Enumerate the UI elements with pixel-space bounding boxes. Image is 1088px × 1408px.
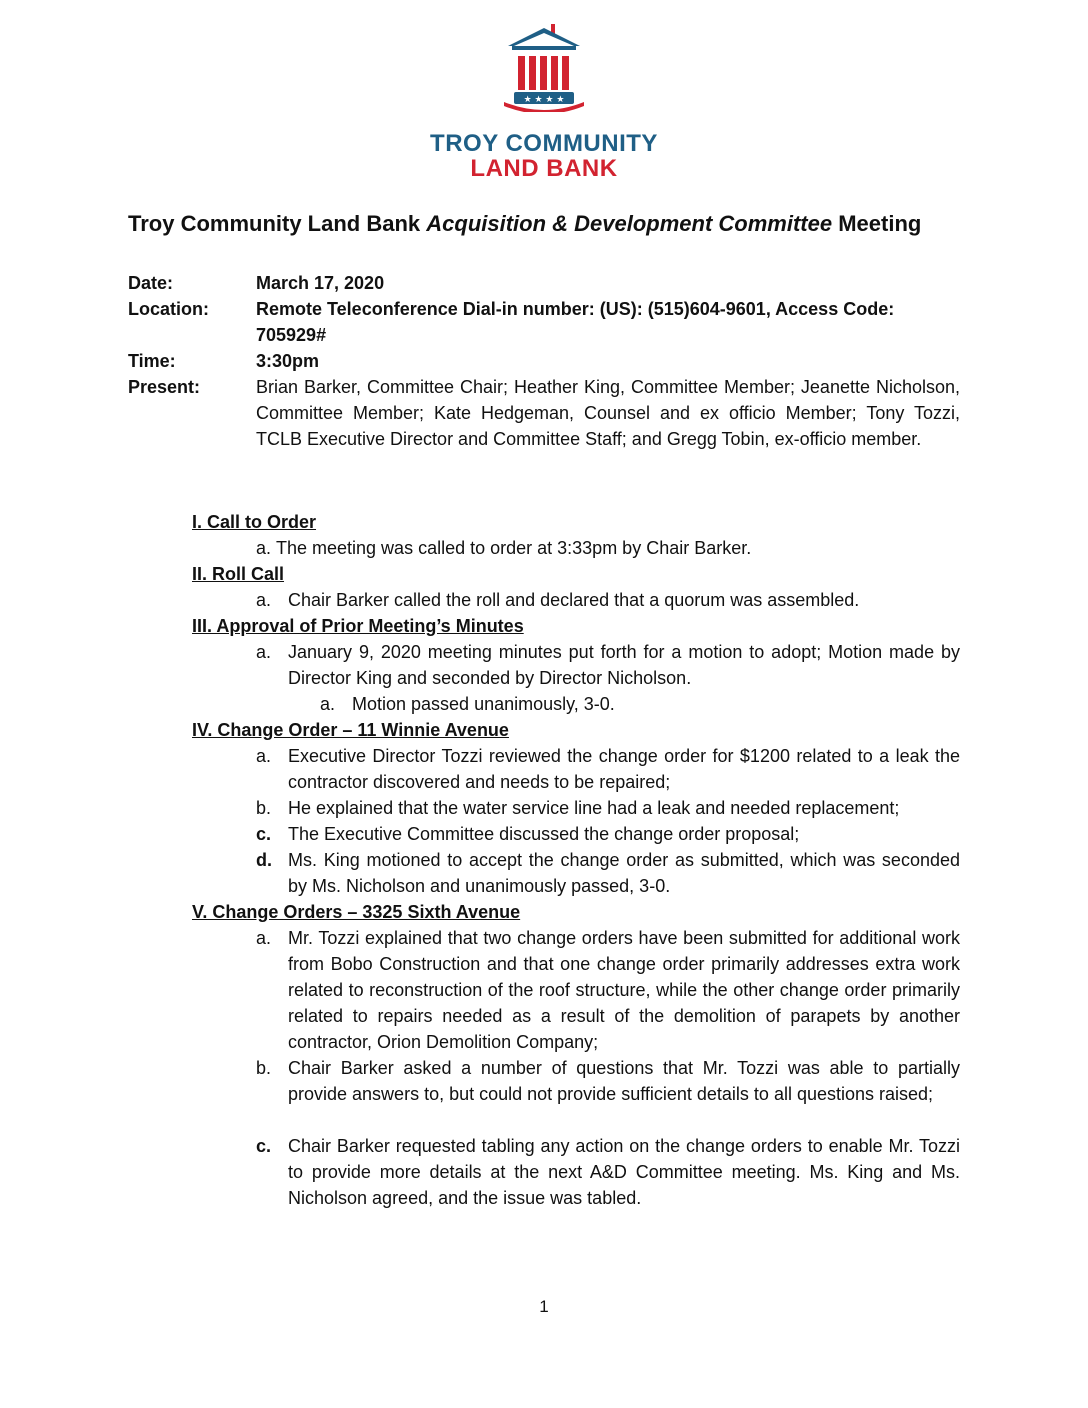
list-item: [256, 535, 960, 561]
item-marker: c.: [256, 824, 272, 844]
title-part3: Meeting: [832, 211, 922, 236]
list-item: [256, 587, 960, 613]
item-text: The meeting was called to order at 3:33pm by Chair Barker.: [276, 538, 752, 558]
item-marker: a.: [320, 694, 336, 714]
logo-text-line2: LAND BANK: [470, 155, 618, 182]
present-label: Present:: [128, 377, 201, 397]
section-heading-change-order-winnie: IV. Change Order – 11 Winnie Avenue: [192, 720, 509, 740]
capitol-hat-logo-icon: [502, 22, 586, 112]
page-number: 1: [539, 1297, 549, 1316]
location-label: Location:: [128, 299, 209, 319]
list-item: [256, 847, 960, 899]
time-value: 3:30pm: [256, 351, 320, 371]
list-item: [256, 795, 960, 821]
item-marker: b.: [256, 1058, 272, 1078]
location-value: Remote Teleconference Dial-in number: (US): (515)604-9601, Access Code: 705929#: [256, 299, 895, 345]
item-marker: a.: [256, 928, 272, 948]
document-title: [128, 210, 988, 238]
item-marker: c.: [256, 1136, 272, 1156]
item-marker: a.: [256, 642, 272, 662]
item-marker: a.: [256, 538, 272, 558]
title-part1: Troy Community Land Bank: [128, 211, 427, 236]
item-marker: a.: [256, 590, 272, 610]
svg-text:★ ★ ★ ★: ★ ★ ★ ★: [523, 95, 565, 105]
item-text: Motion passed unanimously, 3-0.: [352, 694, 615, 714]
list-item: [256, 743, 960, 795]
item-marker: b.: [256, 798, 272, 818]
logo-text-line1: TROY COMMUNITY: [430, 130, 658, 157]
section-heading-approval-minutes: III. Approval of Prior Meeting’s Minutes: [192, 616, 524, 636]
list-item: [256, 1055, 960, 1107]
title-committee-name: Acquisition & Development Committee: [426, 211, 833, 236]
item-text: Ms. King motioned to accept the change order as submitted, which was seconded by Ms. Nicholson and unanimously passed, 3-0.: [288, 850, 960, 896]
item-text: He explained that the water service line had a leak and needed replacement;: [288, 798, 900, 818]
date-value: March 17, 2020: [256, 273, 385, 293]
section-heading-roll-call: II. Roll Call: [192, 564, 285, 584]
item-text: Chair Barker called the roll and declared that a quorum was assembled.: [288, 590, 860, 610]
list-item: [256, 1133, 960, 1211]
item-text: Executive Director Tozzi reviewed the change order for $1200 related to a leak the contractor discovered and needs to be repaired;: [288, 746, 960, 792]
item-text: The Executive Committee discussed the change order proposal;: [288, 824, 800, 844]
item-text: Mr. Tozzi explained that two change orders have been submitted for additional work from Bobo Construction and that one change order primarily addresses extra work related to reconstruction of the roof structure, while the other change order primarily related to repairs needed as a result of the demolition of parapets by another contractor, Orion Demolition Company;: [288, 928, 960, 1052]
item-text: Chair Barker asked a number of questions that Mr. Tozzi was able to partially provide answers to, but could not provide sufficient details to all questions raised;: [288, 1058, 960, 1104]
item-marker: a.: [256, 746, 272, 766]
item-text: January 9, 2020 meeting minutes put forth for a motion to adopt; Motion made by Director King and seconded by Director Nicholson.: [288, 642, 960, 688]
list-item: [256, 925, 960, 1055]
item-text: Chair Barker requested tabling any action on the change orders to enable Mr. Tozzi to provide more details at the next A&D Committee meeting. Ms. King and Ms. Nicholson agreed, and the issue was tabled.: [288, 1136, 960, 1208]
item-marker: d.: [256, 850, 272, 870]
section-heading-call-to-order: I. Call to Order: [192, 512, 317, 532]
date-label: Date:: [128, 273, 174, 293]
sub-list-item: [320, 691, 960, 717]
list-item: [256, 821, 960, 847]
time-label: Time:: [128, 351, 176, 371]
list-item: [256, 639, 960, 691]
section-heading-change-orders-sixth: V. Change Orders – 3325 Sixth Avenue: [192, 902, 521, 922]
land-bank-logo: [420, 22, 668, 187]
present-value: Brian Barker, Committee Chair; Heather King, Committee Member; Jeanette Nicholson, Committee Member; Kate Hedgeman, Counsel and ex officio Member; Tony Tozzi, TCLB Executive Director and Committee Staff; and Gregg Tobin, ex-officio member.: [256, 377, 960, 449]
